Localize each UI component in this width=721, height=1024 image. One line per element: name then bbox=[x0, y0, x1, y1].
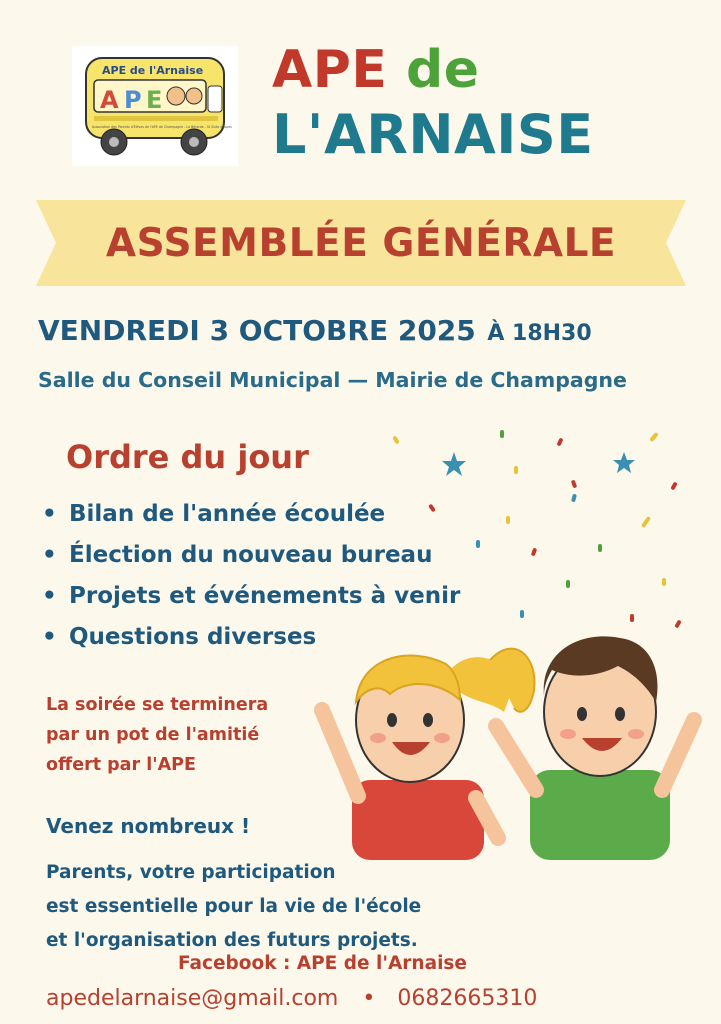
facebook-link[interactable]: Facebook : APE de l'Arnaise bbox=[178, 953, 467, 974]
banner-title: ASSEMBLÉE GÉNÉRALE bbox=[105, 220, 617, 266]
invite-line: et l'organisation des futurs projets. bbox=[46, 930, 418, 951]
invite-text bbox=[46, 856, 421, 958]
ape-logo bbox=[72, 46, 238, 166]
logo-letter-e: E bbox=[146, 86, 163, 114]
confetti-decoration bbox=[392, 430, 681, 628]
star-icon bbox=[613, 452, 635, 473]
logo-subtitle: Association des Parents d'Élèves de l'APE de Champagne - La Bérarde - St Sixte d'Alpes bbox=[92, 125, 232, 129]
contact-line bbox=[46, 986, 537, 1011]
bullet: • bbox=[42, 501, 57, 527]
logo-title: APE de l'Arnaise bbox=[102, 64, 204, 77]
separator: • bbox=[362, 986, 376, 1011]
agenda-item-text: Projets et événements à venir bbox=[69, 583, 461, 609]
phone-number[interactable]: 0682665310 bbox=[397, 986, 538, 1011]
bullet: • bbox=[42, 624, 57, 650]
email-link[interactable]: apedelarnaise@gmail.com bbox=[46, 986, 339, 1011]
closing-line: offert par l'APE bbox=[46, 755, 196, 775]
event-time: À 18H30 bbox=[487, 321, 592, 346]
title-de-word: de bbox=[406, 40, 480, 100]
title-ape-word: APE bbox=[272, 40, 388, 100]
invite-line: Parents, votre participation bbox=[46, 862, 336, 883]
event-date: VENDREDI 3 OCTOBRE 2025 bbox=[38, 314, 476, 347]
girl-figure bbox=[322, 649, 534, 860]
agenda-item-text: Bilan de l'année écoulée bbox=[69, 501, 386, 527]
title-ape bbox=[272, 40, 480, 100]
agenda-title: Ordre du jour bbox=[66, 438, 309, 476]
school-bus-icon bbox=[72, 46, 238, 166]
star-icon bbox=[442, 452, 466, 476]
logo-letter-a: A bbox=[100, 86, 119, 114]
bullet: • bbox=[42, 542, 57, 568]
bullet: • bbox=[42, 583, 57, 609]
closing-line: La soirée se terminera bbox=[46, 695, 269, 715]
agenda-item-text: Questions diverses bbox=[69, 624, 317, 650]
invite-line: est essentielle pour la vie de l'école bbox=[46, 896, 422, 917]
logo-letter-p: P bbox=[124, 86, 142, 114]
event-venue: Salle du Conseil Municipal — Mairie de Champagne bbox=[38, 368, 627, 392]
closing-line: par un pot de l'amitié bbox=[46, 725, 260, 745]
closing-note bbox=[46, 690, 346, 780]
children-illustration bbox=[300, 420, 721, 860]
event-date-line bbox=[38, 314, 698, 347]
title-arnaise: L'ARNAISE bbox=[272, 103, 594, 166]
agenda-item-text: Élection du nouveau bureau bbox=[69, 542, 433, 568]
invite-title: Venez nombreux ! bbox=[46, 814, 251, 838]
